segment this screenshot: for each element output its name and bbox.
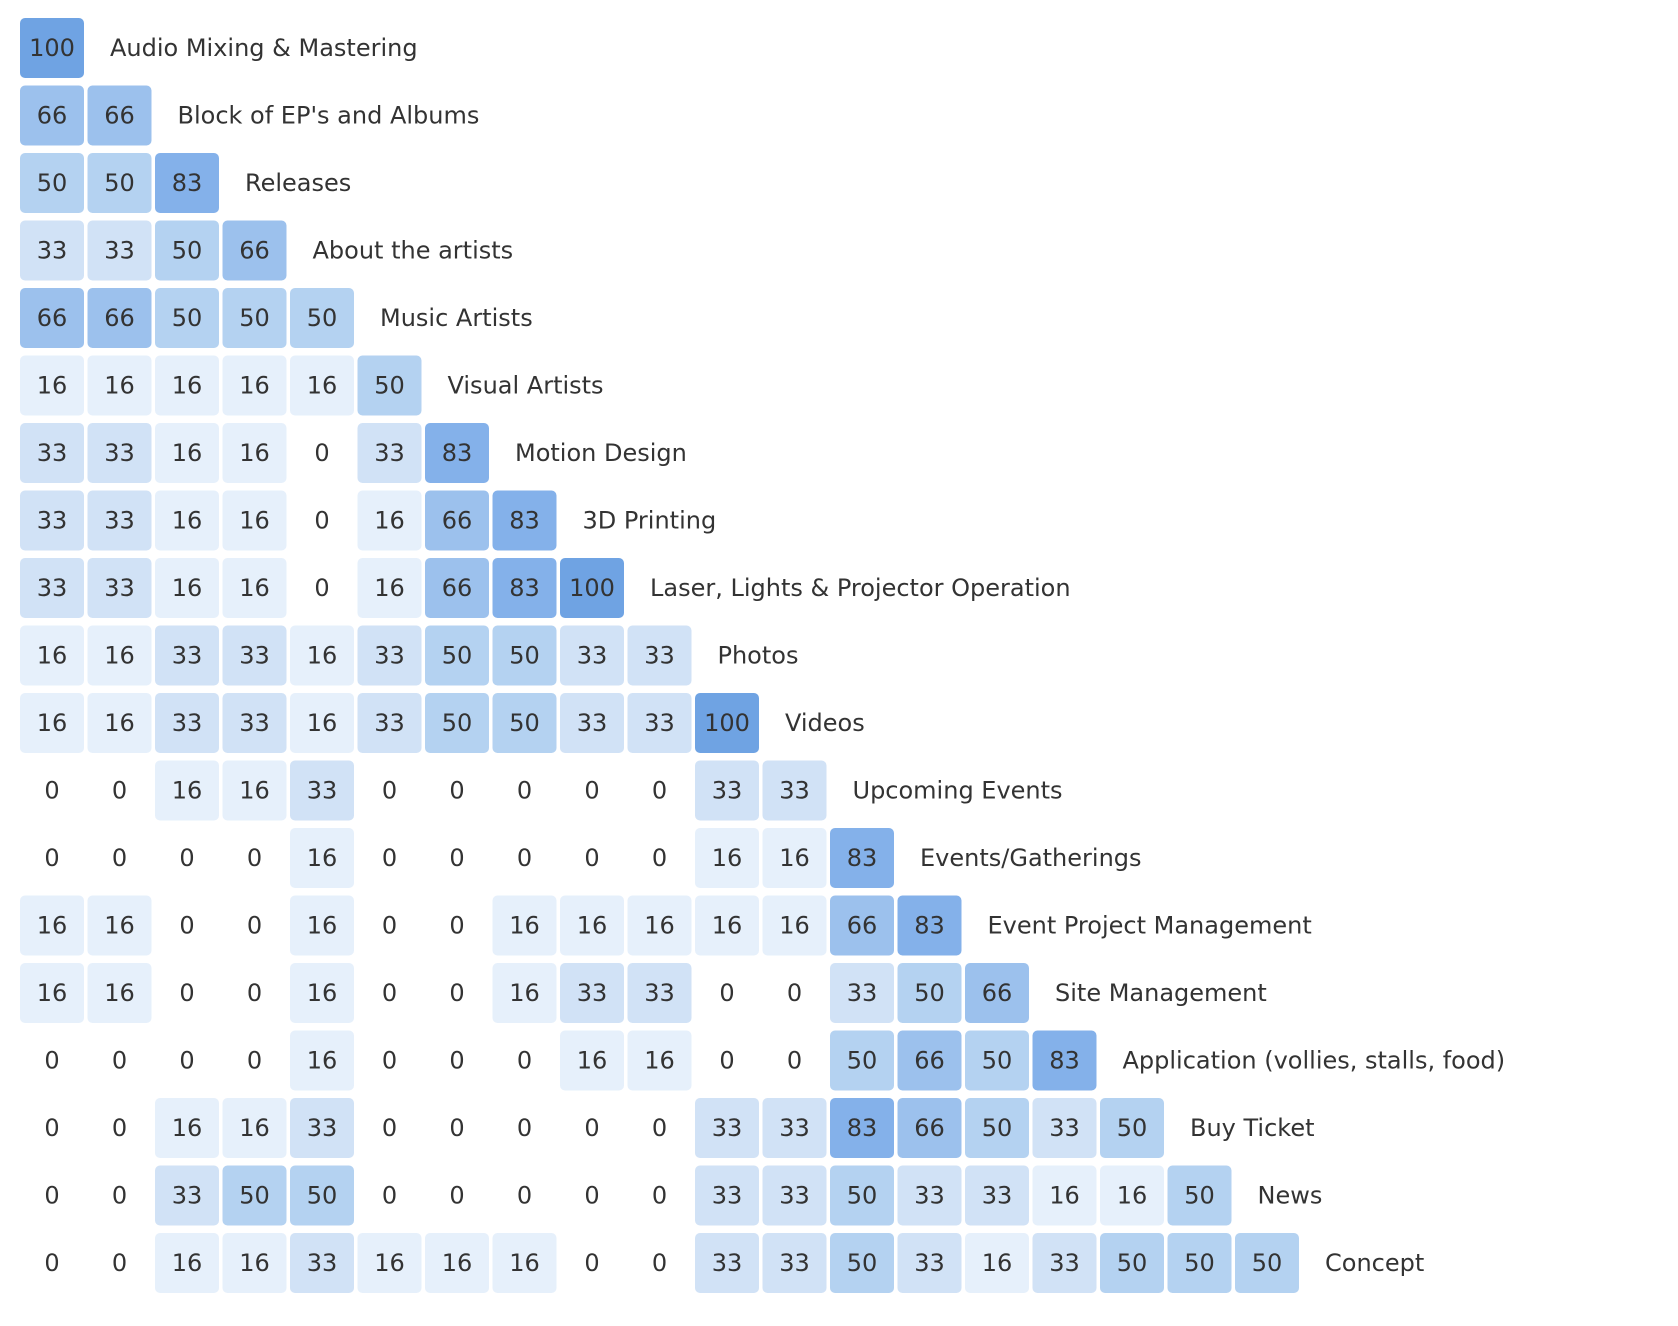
matrix-cell-value: 16: [36, 911, 68, 940]
matrix-cell-value: 83: [171, 169, 203, 197]
matrix-cell-value: 50: [509, 709, 540, 737]
matrix-cell-value: 0: [381, 911, 398, 940]
matrix-cell-value: 0: [44, 1249, 60, 1277]
matrix-cell-value: 0: [111, 776, 128, 805]
row-label: Concept: [1325, 1249, 1425, 1277]
matrix-row: [20, 491, 557, 551]
matrix-cell-value: 50: [1251, 1249, 1283, 1277]
matrix-cell-value: 50: [374, 371, 405, 400]
matrix-cell-value: 16: [374, 1249, 405, 1277]
matrix-cell-value: 0: [179, 1046, 195, 1075]
matrix-row: [20, 221, 287, 281]
matrix-cell-value: 16: [171, 776, 203, 805]
matrix-cell-value: 16: [981, 1249, 1013, 1277]
matrix-cell-value: 33: [1049, 1249, 1080, 1277]
matrix-cell-value: 16: [509, 979, 540, 1007]
matrix-cell-value: 100: [704, 709, 750, 737]
matrix-cell-value: 16: [104, 641, 135, 670]
matrix-cell-value: 16: [104, 979, 135, 1007]
matrix-row: [44, 761, 826, 821]
matrix-cell-value: 66: [914, 1046, 945, 1075]
matrix-cell-value: 66: [914, 1114, 945, 1142]
matrix-cell-value: 83: [846, 844, 878, 872]
matrix-cell-value: 16: [306, 844, 338, 872]
row-label: Application (vollies, stalls, food): [1122, 1046, 1506, 1075]
matrix-cell-value: 0: [179, 844, 195, 872]
matrix-cell-value: 0: [44, 844, 60, 872]
matrix-cell-value: 33: [306, 1114, 338, 1142]
matrix-cell-value: 0: [584, 1249, 600, 1277]
matrix-cell-value: 16: [171, 506, 203, 535]
row-label: Buy Ticket: [1190, 1114, 1315, 1142]
matrix-cell-value: 16: [374, 574, 405, 602]
matrix-cell-value: 0: [314, 439, 330, 467]
matrix-cell-value: 16: [239, 1114, 270, 1142]
row-label: Events/Gatherings: [920, 844, 1142, 872]
matrix-cell-value: 0: [381, 776, 398, 805]
matrix-cell-value: 16: [171, 371, 203, 400]
matrix-cell-value: 33: [374, 439, 405, 467]
matrix-cell-value: 66: [981, 979, 1013, 1007]
matrix-cell-value: 33: [981, 1181, 1013, 1210]
matrix-cell-value: 33: [711, 776, 743, 805]
matrix-cell-value: 16: [441, 1249, 473, 1277]
matrix-cell-value: 0: [584, 776, 600, 805]
matrix-cell-value: 33: [239, 641, 270, 670]
matrix-cell-value: 50: [306, 1181, 338, 1210]
matrix-row: [44, 1166, 1231, 1226]
matrix-cell-value: 0: [651, 776, 668, 805]
matrix-cell-value: 16: [306, 371, 338, 400]
matrix-cell-value: 0: [111, 1181, 128, 1210]
matrix-cell-value: 83: [846, 1114, 878, 1142]
matrix-cell-value: 16: [779, 911, 810, 940]
matrix-cell-value: 0: [449, 911, 465, 940]
matrix-cell-value: 50: [104, 169, 135, 197]
matrix-cell-value: 33: [914, 1249, 945, 1277]
matrix-cell-value: 0: [719, 1046, 735, 1075]
matrix-cell-value: 0: [246, 911, 263, 940]
matrix-cell-value: 50: [239, 1181, 270, 1210]
matrix-cell-value: 100: [569, 574, 615, 602]
matrix-cell-value: 0: [449, 776, 465, 805]
matrix-cell-value: 33: [36, 236, 68, 265]
matrix-row: [20, 86, 152, 146]
matrix-cell-value: 33: [171, 641, 203, 670]
matrix-cell-value: 50: [1116, 1249, 1148, 1277]
matrix-cell-value: 66: [104, 101, 135, 130]
matrix-cell-value: 0: [651, 844, 668, 872]
matrix-cell-value: 66: [441, 506, 473, 535]
matrix-cell-value: 83: [914, 911, 945, 940]
matrix-cell-value: 33: [36, 574, 68, 602]
matrix-cell-value: 16: [576, 911, 608, 940]
matrix-cell-value: 16: [104, 709, 135, 737]
matrix-cell-value: 33: [846, 979, 878, 1007]
matrix-cell-value: 50: [846, 1046, 878, 1075]
matrix-cell-value: 0: [111, 844, 128, 872]
matrix-cell-value: 0: [651, 1114, 668, 1142]
row-label: Motion Design: [515, 439, 687, 467]
matrix-cell-value: 50: [1116, 1114, 1148, 1142]
matrix-cell-value: 33: [711, 1181, 743, 1210]
matrix-cell-value: 16: [306, 709, 338, 737]
matrix-cell-value: 0: [381, 1046, 398, 1075]
matrix-cell-value: 33: [374, 641, 405, 670]
matrix-cell-value: 16: [1116, 1181, 1148, 1210]
matrix-cell-value: 66: [104, 304, 135, 332]
matrix-cell-value: 16: [509, 911, 540, 940]
matrix-cell-value: 33: [104, 439, 135, 467]
matrix-cell-value: 16: [239, 506, 270, 535]
matrix-cell-value: 16: [36, 979, 68, 1007]
matrix-cell-value: 33: [36, 439, 68, 467]
matrix-cell-value: 33: [711, 1114, 743, 1142]
matrix-cell-value: 66: [36, 101, 68, 130]
matrix-cell-value: 16: [239, 439, 270, 467]
matrix-cell-value: 0: [651, 1181, 668, 1210]
matrix-cell-value: 33: [644, 979, 675, 1007]
matrix-cell-value: 50: [171, 236, 203, 265]
matrix-cell-value: 33: [1049, 1114, 1080, 1142]
matrix-cell-value: 50: [441, 709, 473, 737]
matrix-cell-value: 0: [584, 844, 600, 872]
matrix-cell-value: 50: [1184, 1249, 1215, 1277]
matrix-cell-value: 16: [644, 1046, 675, 1075]
matrix-cell-value: 0: [179, 911, 195, 940]
matrix-cell-value: 33: [374, 709, 405, 737]
matrix-cell-value: 16: [711, 844, 743, 872]
matrix-cell-value: 0: [111, 1249, 128, 1277]
matrix-cell-value: 16: [36, 709, 68, 737]
row-label: Audio Mixing & Mastering: [110, 34, 418, 62]
matrix-cell-value: 16: [239, 776, 270, 805]
matrix-cell-value: 33: [239, 709, 270, 737]
matrix-cell-value: 0: [449, 1046, 465, 1075]
matrix-cell-value: 0: [314, 506, 330, 535]
matrix-row: [20, 153, 219, 213]
matrix-cell-value: 50: [306, 304, 338, 332]
matrix-cell-value: 0: [179, 979, 195, 1007]
matrix-cell-value: 50: [36, 169, 68, 197]
row-label: Videos: [785, 709, 865, 737]
matrix-row: [44, 1233, 1299, 1293]
matrix-cells: [20, 18, 1299, 1293]
matrix-cell-value: 0: [516, 1046, 533, 1075]
matrix-cell-value: 33: [779, 1181, 810, 1210]
matrix-cell-value: 33: [644, 709, 675, 737]
matrix-cell-value: 66: [239, 236, 270, 265]
row-label: Laser, Lights & Projector Operation: [650, 574, 1071, 602]
matrix-cell-value: 33: [779, 1114, 810, 1142]
matrix-cell-value: 0: [44, 776, 60, 805]
row-label: Releases: [245, 169, 352, 197]
matrix-cell-value: 16: [36, 641, 68, 670]
matrix-cell-value: 50: [914, 979, 945, 1007]
matrix-cell-value: 0: [786, 979, 803, 1007]
matrix-row: [44, 1098, 1164, 1158]
matrix-row: [20, 423, 489, 483]
matrix-cell-value: 0: [381, 844, 398, 872]
row-label: Site Management: [1055, 979, 1267, 1007]
matrix-cell-value: 0: [44, 1046, 60, 1075]
matrix-cell-value: 33: [576, 641, 608, 670]
matrix-cell-value: 0: [516, 776, 533, 805]
row-label: Event Project Management: [987, 911, 1312, 940]
matrix-cell-value: 66: [441, 574, 473, 602]
matrix-cell-value: 50: [981, 1046, 1013, 1075]
matrix-cell-value: 16: [644, 911, 675, 940]
matrix-cell-value: 33: [104, 506, 135, 535]
matrix-cell-value: 0: [381, 979, 398, 1007]
matrix-cell-value: 16: [104, 911, 135, 940]
matrix-cell-value: 33: [644, 641, 675, 670]
row-label: Upcoming Events: [852, 776, 1063, 805]
matrix-cell-value: 50: [846, 1181, 878, 1210]
matrix-cell-value: 50: [1184, 1181, 1215, 1210]
matrix-cell-value: 16: [239, 1249, 270, 1277]
matrix-cell-value: 0: [516, 844, 533, 872]
matrix-cell-value: 0: [719, 979, 735, 1007]
matrix-cell-value: 0: [246, 979, 263, 1007]
matrix-cell-value: 0: [449, 1181, 465, 1210]
row-label: Photos: [717, 641, 799, 670]
row-label: News: [1257, 1181, 1323, 1210]
matrix-cell-value: 0: [516, 1181, 533, 1210]
matrix-cell-value: 16: [171, 574, 203, 602]
matrix-row: [20, 626, 692, 686]
matrix-cell-value: 33: [779, 776, 810, 805]
matrix-cell-value: 83: [509, 506, 540, 535]
matrix-cell-value: 0: [44, 1114, 60, 1142]
matrix-cell-value: 0: [314, 574, 330, 602]
matrix-cell-value: 0: [449, 1114, 465, 1142]
matrix-cell-value: 33: [576, 709, 608, 737]
row-label: Music Artists: [380, 304, 533, 332]
matrix-row: [20, 356, 422, 416]
row-label: Block of EP's and Albums: [177, 101, 480, 130]
matrix-cell-value: 66: [36, 304, 68, 332]
matrix-row: [20, 963, 1029, 1023]
matrix-cell-value: 33: [104, 236, 135, 265]
matrix-cell-value: 0: [44, 1181, 60, 1210]
matrix-row: [44, 1031, 1096, 1091]
matrix-cell-value: 16: [509, 1249, 540, 1277]
matrix-cell-value: 33: [779, 1249, 810, 1277]
matrix-cell-value: 83: [441, 439, 473, 467]
matrix-cell-value: 33: [576, 979, 608, 1007]
matrix-cell-value: 16: [374, 506, 405, 535]
matrix-cell-value: 83: [1049, 1046, 1080, 1075]
matrix-cell-value: 33: [914, 1181, 945, 1210]
matrix-cell-value: 0: [381, 1181, 398, 1210]
matrix-cell-value: 16: [171, 439, 203, 467]
matrix-cell-value: 0: [516, 1114, 533, 1142]
matrix-cell-value: 50: [441, 641, 473, 670]
matrix-cell-value: 0: [449, 979, 465, 1007]
matrix-cell-value: 0: [246, 844, 263, 872]
matrix-row: [20, 693, 759, 753]
matrix-cell-value: 66: [846, 911, 878, 940]
matrix-cell-value: 0: [246, 1046, 263, 1075]
matrix-cell-value: 16: [306, 911, 338, 940]
matrix-cell-value: 16: [779, 844, 810, 872]
matrix-cell-value: 33: [711, 1249, 743, 1277]
matrix-cell-value: 0: [584, 1181, 600, 1210]
matrix-row: [20, 896, 962, 956]
matrix-cell-value: 50: [509, 641, 540, 670]
matrix-cell-value: 0: [381, 1114, 398, 1142]
matrix-row: [20, 558, 624, 618]
matrix-cell-value: 33: [36, 506, 68, 535]
matrix-cell-value: 33: [306, 1249, 338, 1277]
matrix-cell-value: 83: [509, 574, 540, 602]
matrix-row: [44, 828, 894, 888]
matrix-row: [20, 288, 354, 348]
matrix-cell-value: 16: [104, 371, 135, 400]
matrix-cell-value: 50: [846, 1249, 878, 1277]
matrix-cell-value: 0: [111, 1046, 128, 1075]
matrix-cell-value: 100: [29, 34, 75, 62]
matrix-cell-value: 33: [171, 709, 203, 737]
matrix-cell-value: 33: [306, 776, 338, 805]
matrix-cell-value: 16: [1049, 1181, 1080, 1210]
matrix-row: [20, 18, 84, 78]
matrix-cell-value: 16: [239, 371, 270, 400]
matrix-cell-value: 16: [576, 1046, 608, 1075]
matrix-cell-value: 16: [36, 371, 68, 400]
matrix-cell-value: 16: [306, 979, 338, 1007]
row-label: About the artists: [312, 236, 514, 265]
matrix-cell-value: 50: [981, 1114, 1013, 1142]
matrix-cell-value: 0: [111, 1114, 128, 1142]
matrix-cell-value: 33: [171, 1181, 203, 1210]
matrix-cell-value: 50: [171, 304, 203, 332]
matrix-cell-value: 16: [711, 911, 743, 940]
matrix-cell-value: 0: [584, 1114, 600, 1142]
matrix-cell-value: 16: [239, 574, 270, 602]
matrix-cell-value: 0: [651, 1249, 668, 1277]
matrix-cell-value: 16: [171, 1249, 203, 1277]
matrix-cell-value: 50: [239, 304, 270, 332]
matrix-cell-value: 16: [171, 1114, 203, 1142]
row-label: 3D Printing: [582, 506, 717, 535]
matrix-cell-value: 0: [786, 1046, 803, 1075]
matrix-cell-value: 16: [306, 641, 338, 670]
matrix-cell-value: 33: [104, 574, 135, 602]
matrix-cell-value: 0: [449, 844, 465, 872]
matrix-cell-value: 16: [306, 1046, 338, 1075]
row-label: Visual Artists: [447, 371, 604, 400]
